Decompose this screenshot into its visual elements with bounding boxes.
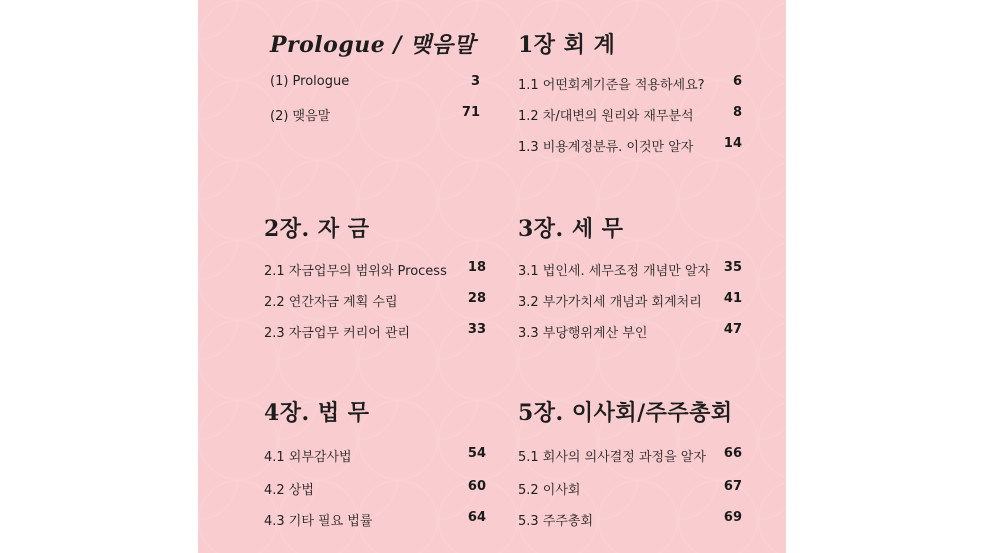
toc-entry[interactable] [518, 136, 742, 156]
entry-label: 4.3 기타 필요 법률 [264, 514, 373, 529]
toc-entry[interactable] [518, 322, 742, 342]
toc-entry[interactable] [264, 510, 486, 530]
section-title: 5장. 이사회/주주총회 [518, 400, 733, 426]
toc-entry[interactable] [264, 322, 486, 342]
entry-page-number: 28 [467, 291, 486, 306]
toc-entry[interactable] [518, 260, 742, 280]
entry-page-number: 14 [723, 136, 742, 151]
entry-label: 1.3 비용계정분류. 이것만 알자 [518, 140, 694, 155]
entry-label: 5.1 회사의 의사결정 과정을 알자 [518, 450, 706, 465]
toc-entry[interactable] [518, 74, 742, 94]
entry-page-number: 64 [467, 510, 486, 525]
entry-page-number: 67 [723, 479, 742, 494]
entry-page-number: 71 [461, 105, 480, 120]
entry-label: 2.2 연간자금 계획 수립 [264, 295, 398, 310]
toc-entry[interactable] [264, 446, 486, 466]
entry-label: 3.3 부당행위계산 부인 [518, 326, 648, 341]
entry-label: (2) 맺음말 [270, 109, 331, 124]
entry-label: 2.1 자금업무의 범위와 Process [264, 264, 447, 279]
entry-page-number: 69 [723, 510, 742, 525]
toc-entry[interactable] [518, 291, 742, 311]
entry-label: 5.2 이사회 [518, 483, 581, 498]
entry-page-number: 33 [467, 322, 486, 337]
entry-label: 4.1 외부감사법 [264, 450, 352, 465]
toc-entry[interactable] [518, 446, 742, 466]
entry-label: 3.2 부가가치세 개념과 회계처리 [518, 295, 702, 310]
entry-page-number: 8 [732, 105, 742, 120]
entry-page-number: 41 [723, 291, 742, 306]
toc-entry[interactable] [270, 74, 480, 94]
entry-page-number: 18 [467, 260, 486, 275]
toc-entry[interactable] [264, 479, 486, 499]
toc-entry[interactable] [264, 260, 486, 280]
entry-page-number: 6 [732, 74, 742, 89]
entry-label: 4.2 상법 [264, 483, 314, 498]
section-title: 1장 회 계 [518, 32, 616, 58]
entry-page-number: 66 [723, 446, 742, 461]
entry-label: 3.1 법인세. 세무조정 개념만 알자 [518, 264, 711, 279]
entry-page-number: 35 [723, 260, 742, 275]
section-chapter-1 [518, 28, 742, 155]
entry-page-number: 3 [470, 74, 480, 89]
entry-label: 5.3 주주총회 [518, 514, 594, 529]
section-title: 4장. 법 무 [264, 400, 370, 426]
toc-entry[interactable] [518, 510, 742, 530]
section-title: Prologue / 맺음말 [270, 32, 476, 58]
entry-page-number: 47 [723, 322, 742, 337]
toc-entry[interactable] [270, 105, 480, 125]
section-title: 2장. 자 금 [264, 216, 370, 242]
toc-entry[interactable] [264, 291, 486, 311]
entry-label: 1.2 차/대변의 원리와 재무분석 [518, 109, 694, 124]
section-chapter-5 [518, 396, 742, 529]
toc-entry[interactable] [518, 105, 742, 125]
section-chapter-3 [518, 212, 742, 341]
toc-page [198, 0, 786, 553]
section-prologue [270, 28, 480, 124]
section-chapter-2 [264, 212, 486, 341]
entry-label: 2.3 자금업무 커리어 관리 [264, 326, 411, 341]
toc-entry[interactable] [518, 479, 742, 499]
section-chapter-4 [264, 396, 486, 529]
entry-page-number: 60 [467, 479, 486, 494]
entry-label: 1.1 어떤회계기준을 적용하세요? [518, 78, 705, 93]
section-title: 3장. 세 무 [518, 216, 624, 242]
entry-label: (1) Prologue [270, 74, 350, 89]
entry-page-number: 54 [467, 446, 486, 461]
